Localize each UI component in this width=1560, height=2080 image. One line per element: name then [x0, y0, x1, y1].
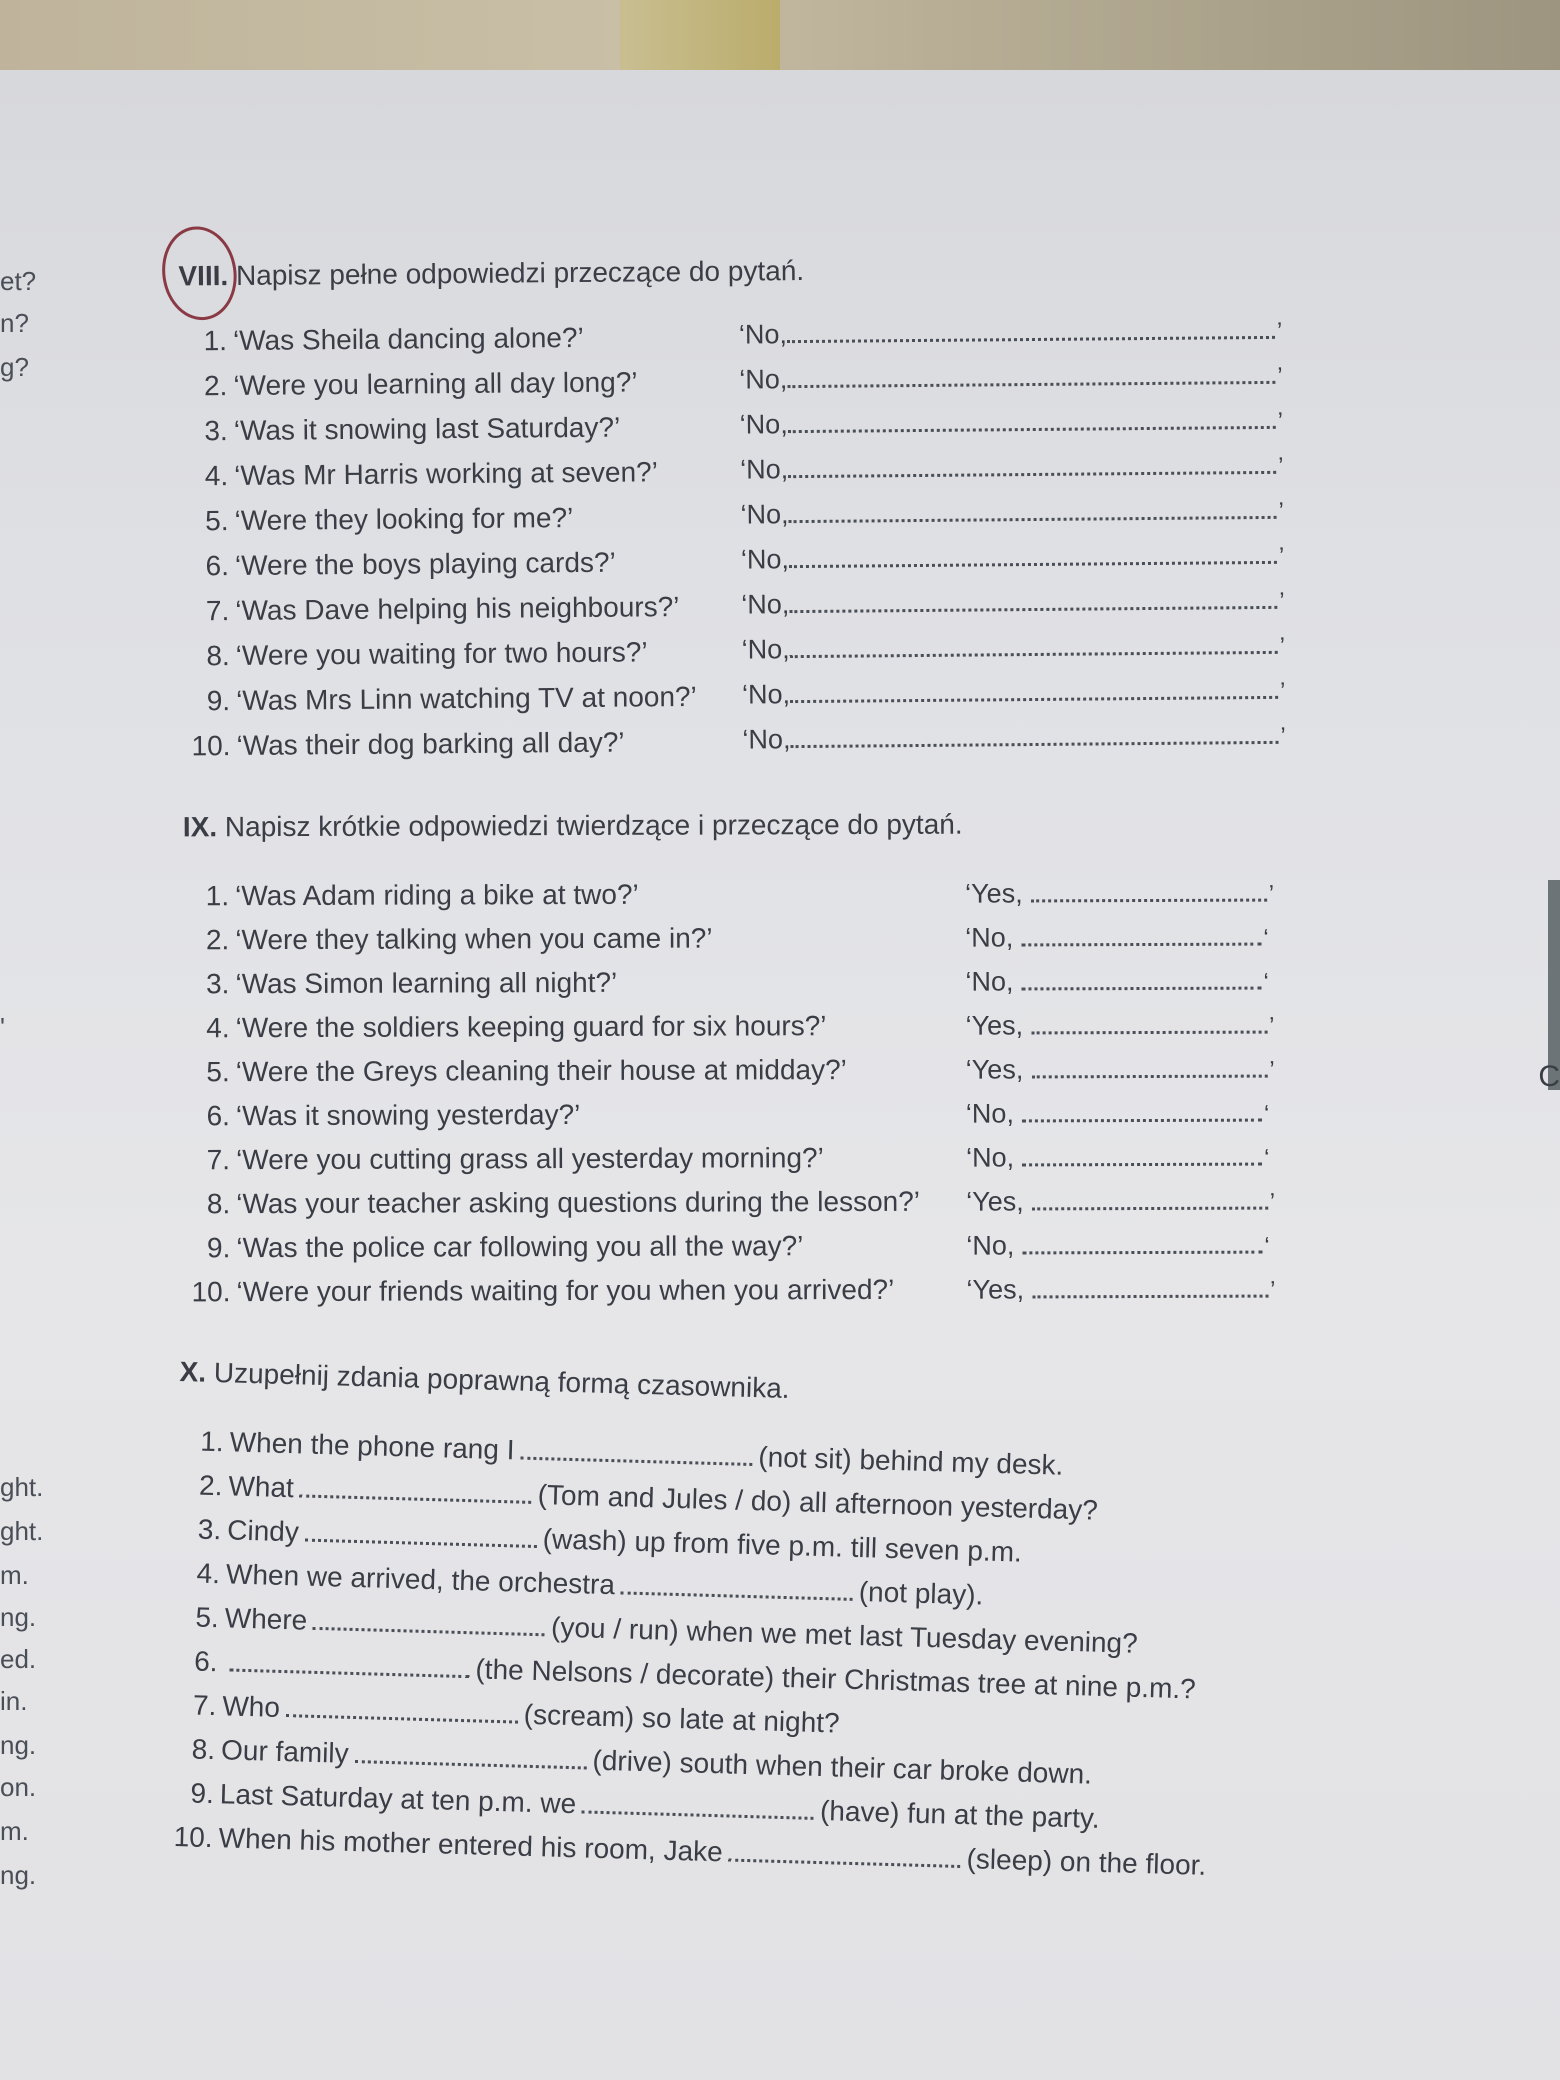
sentence-end: (Tom and Jules / do) all afternoon yesterday?	[537, 1479, 1099, 1526]
answer-end: ’	[1268, 880, 1275, 908]
answer-line	[966, 1184, 1275, 1219]
answer-line	[741, 583, 1285, 622]
question-row	[183, 922, 712, 958]
sentence-start: What	[228, 1470, 295, 1504]
sentence-start: Our family	[220, 1734, 350, 1769]
section-x-number: X.	[179, 1356, 207, 1388]
question-row	[184, 1273, 894, 1309]
question-text: ‘Was Sheila dancing alone?’	[232, 321, 584, 356]
book-edge	[620, 0, 780, 70]
answer-end: ’	[1270, 1276, 1276, 1304]
question-row	[183, 966, 617, 1002]
question-text: ‘Were you learning all day long?’	[233, 366, 638, 401]
margin-fragment: ght.	[0, 1516, 44, 1546]
sentence-number: 8.	[191, 1733, 216, 1766]
question-text: ‘Was Dave helping his neighbours?’	[235, 591, 680, 626]
question-row	[184, 1185, 920, 1222]
question-number: 3.	[204, 415, 228, 447]
answer-suffix: ’	[1280, 722, 1286, 750]
question-text: ‘Were they looking for me?’	[234, 502, 574, 536]
answer-prefix: ‘Yes,	[965, 878, 1023, 909]
answer-blank	[1021, 977, 1261, 991]
sentence-blank	[300, 1484, 532, 1503]
answer-suffix: ’	[1278, 452, 1284, 480]
answer-end: ’	[1269, 1056, 1275, 1084]
question-row	[184, 1098, 581, 1133]
question-text: ‘Were your friends waiting for you when you arrived?’	[236, 1273, 895, 1308]
answer-line	[966, 1140, 1269, 1175]
question-text: ‘Was Mrs Linn watching TV at noon?’	[235, 680, 697, 716]
sentence-number: 5.	[195, 1601, 220, 1634]
question-number: 10.	[191, 1276, 231, 1308]
answer-line	[966, 1228, 1269, 1263]
sentence-start: Cindy	[226, 1514, 300, 1548]
answer-suffix: ’	[1279, 632, 1286, 660]
answer-line	[741, 538, 1285, 577]
answer-prefix: ‘No,	[739, 454, 789, 485]
question-number: 4.	[206, 1012, 230, 1044]
answer-end: ‘	[1264, 1144, 1270, 1172]
answer-line	[966, 1096, 1269, 1131]
answer-line	[966, 1272, 1275, 1307]
question-number: 8.	[206, 640, 230, 672]
answer-line	[965, 920, 1268, 955]
answer-blank	[1031, 1065, 1267, 1079]
question-number: 9.	[206, 685, 231, 717]
answer-prefix: ‘Yes,	[966, 1274, 1025, 1305]
answer-prefix: ‘No,	[742, 724, 791, 755]
question-text: ‘Was Mr Harris working at seven?’	[234, 456, 659, 491]
question-text: ‘Were the boys playing cards?’	[234, 546, 616, 581]
sentence-blank	[621, 1581, 853, 1600]
question-text: ‘Were you waiting for two hours?’	[235, 636, 648, 671]
margin-fragment: ng.	[0, 1730, 37, 1760]
answer-blank	[1032, 1197, 1268, 1211]
answer-blank	[787, 326, 1275, 343]
question-number: 7.	[206, 1144, 231, 1176]
answer-blank	[1032, 1285, 1268, 1299]
section-viii-instruction: Napisz pełne odpowiedzi przeczące do pytań.	[235, 254, 805, 291]
question-number: 2.	[205, 924, 230, 956]
sentence-start: When we arrived, the orchestra	[225, 1558, 616, 1601]
answer-line	[742, 718, 1286, 757]
sentence-end: (not sit) behind my desk.	[757, 1441, 1064, 1481]
answer-blank	[1021, 933, 1261, 947]
margin-fragment: in.	[0, 1686, 28, 1716]
neighbor-page-glyph: C	[1538, 1060, 1560, 1093]
question-number: 5.	[205, 505, 229, 537]
section-ix-heading	[183, 809, 963, 844]
sentence-start: When his mother entered his room, Jake	[218, 1822, 724, 1868]
margin-fragment: ng.	[0, 1860, 37, 1890]
sentence-blank	[313, 1617, 545, 1636]
answer-prefix: ‘No,	[741, 589, 790, 620]
answer-end: ‘	[1263, 968, 1269, 996]
answer-end: ‘	[1264, 1232, 1270, 1260]
answer-prefix: ‘No,	[739, 409, 788, 440]
question-text: ‘Were they talking when you came in?’	[235, 922, 713, 956]
question-number: 7.	[205, 595, 230, 627]
sentence-end: (drive) south when their car broke down.	[592, 1744, 1093, 1790]
answer-suffix: ’	[1279, 677, 1286, 705]
question-row	[181, 365, 637, 403]
question-text: ‘Was their dog barking all day?’	[236, 726, 625, 761]
question-number: 3.	[206, 968, 230, 1000]
answer-prefix: ‘No,	[965, 1142, 1015, 1173]
answer-line	[740, 403, 1284, 442]
answer-blank	[1022, 1109, 1262, 1123]
answer-suffix: ’	[1278, 497, 1284, 525]
answer-blank	[1022, 1241, 1262, 1255]
sentence-start: When the phone rang I	[229, 1426, 515, 1466]
question-row	[182, 501, 573, 538]
margin-fragment: ed.	[0, 1644, 37, 1674]
answer-line	[740, 493, 1284, 532]
answer-line	[742, 673, 1286, 712]
answer-prefix: ‘Yes,	[965, 1054, 1024, 1085]
question-text: ‘Was your teacher asking questions during the lesson?’	[236, 1185, 921, 1220]
question-row	[184, 1009, 827, 1045]
answer-suffix: ’	[1277, 407, 1284, 435]
question-text: ‘Was the police car following you all the way?’	[236, 1230, 804, 1264]
sentence-blank	[354, 1750, 586, 1769]
sentence-start: Last Saturday at ten p.m. we	[219, 1778, 577, 1820]
question-number: 8.	[206, 1188, 231, 1220]
answer-line	[742, 628, 1286, 667]
sentence-blank	[229, 1659, 469, 1679]
sentence-number: 3.	[197, 1513, 222, 1546]
answer-blank	[788, 416, 1276, 433]
question-number: 2.	[203, 370, 228, 402]
answer-line	[966, 1008, 1275, 1043]
question-text: ‘Was Simon learning all night?’	[235, 966, 618, 1000]
answer-blank	[1022, 1153, 1262, 1167]
sentence-blank	[728, 1849, 960, 1868]
answer-line	[740, 448, 1284, 487]
margin-fragment: m.	[0, 1816, 29, 1846]
question-text: ‘Were the Greys cleaning their house at midday?’	[235, 1054, 847, 1088]
answer-line	[965, 964, 1268, 999]
answer-blank	[790, 731, 1278, 748]
section-ix-number: IX.	[182, 811, 218, 843]
answer-end: ‘	[1263, 1100, 1270, 1128]
answer-prefix: ‘No,	[966, 1230, 1015, 1261]
neighbor-page-edge	[1548, 880, 1560, 1090]
answer-prefix: ‘No,	[965, 1098, 1014, 1129]
answer-prefix: ‘No,	[740, 499, 789, 530]
section-viii-heading	[178, 255, 804, 292]
question-number: 4.	[204, 460, 229, 492]
question-number: 9.	[206, 1232, 231, 1264]
answer-end: ‘	[1263, 924, 1269, 952]
answer-blank	[787, 371, 1275, 388]
sentence-number: 1.	[199, 1425, 225, 1458]
answer-prefix: ‘No,	[739, 364, 788, 395]
question-text: ‘Were the soldiers keeping guard for six hours?’	[235, 1010, 827, 1044]
sentence-end: (you / run) when we met last Tuesday evening?	[550, 1611, 1139, 1659]
question-text: ‘Was it snowing last Saturday?’	[233, 411, 621, 446]
question-row	[184, 635, 648, 673]
answer-blank	[788, 461, 1276, 478]
sentence-blank	[305, 1529, 537, 1548]
section-viii-number: VIII.	[178, 260, 229, 292]
question-row	[183, 590, 679, 628]
answer-line	[966, 1052, 1275, 1087]
answer-blank	[790, 686, 1278, 703]
answer-prefix: ‘Yes,	[966, 1186, 1024, 1217]
answer-blank	[1031, 1021, 1267, 1035]
answer-blank	[790, 641, 1278, 658]
sentence-end: (wash) up from five p.m. till seven p.m.	[542, 1523, 1023, 1568]
question-row	[181, 321, 584, 359]
question-number: 1.	[203, 325, 228, 357]
question-row	[182, 455, 658, 493]
answer-suffix: ’	[1276, 317, 1283, 345]
answer-prefix: ‘No,	[965, 922, 1014, 953]
question-row	[184, 680, 697, 718]
sentence-number: 10.	[173, 1821, 214, 1854]
sentence-number: 4.	[196, 1557, 221, 1590]
margin-fragment: et?	[0, 266, 37, 296]
answer-line	[739, 313, 1283, 352]
margin-fragment: ng.	[0, 1602, 37, 1632]
answer-suffix: ’	[1278, 542, 1285, 570]
answer-prefix: ‘Yes,	[965, 1010, 1024, 1041]
sentence-blank	[582, 1800, 814, 1819]
answer-blank	[788, 506, 1276, 523]
question-row	[184, 1053, 847, 1089]
answer-blank	[789, 596, 1277, 613]
margin-fragment: ght.	[0, 1472, 44, 1502]
margin-fragment: on.	[0, 1772, 37, 1802]
answer-end: ’	[1269, 1012, 1275, 1040]
answer-prefix: ‘No,	[740, 544, 790, 575]
sentence-end: (not play).	[858, 1576, 984, 1611]
sentence-start: Who	[221, 1690, 281, 1723]
sentence-blank	[286, 1704, 518, 1723]
answer-line	[739, 358, 1283, 397]
question-number: 5.	[206, 1056, 230, 1088]
sentence-blank	[520, 1447, 752, 1466]
answer-prefix: ‘No,	[965, 966, 1014, 997]
margin-fragment: n?	[0, 308, 29, 338]
question-number: 6.	[205, 550, 230, 582]
answer-blank	[1031, 889, 1267, 903]
answer-prefix: ‘No,	[741, 634, 790, 665]
margin-fragment: '	[0, 1012, 5, 1042]
sentence-end: (scream) so late at night?	[523, 1698, 841, 1739]
sentence-number: 2.	[198, 1469, 223, 1502]
margin-fragment: m.	[0, 1560, 29, 1590]
sentence-end: (sleep) on the floor.	[966, 1843, 1207, 1881]
question-number: 6.	[206, 1100, 230, 1132]
section-x-instruction: Uzupełnij zdania poprawną formą czasownika.	[213, 1356, 790, 1405]
question-row	[182, 411, 621, 449]
answer-prefix: ‘No,	[741, 679, 791, 710]
question-row	[184, 1229, 803, 1265]
sentence-end: (have) fun at the party.	[819, 1795, 1101, 1834]
sentence-start: Where	[224, 1602, 308, 1636]
answer-prefix: ‘No,	[738, 319, 788, 350]
answer-suffix: ’	[1279, 587, 1285, 615]
sentence-number: 6.	[193, 1645, 219, 1678]
answer-blank	[789, 551, 1277, 568]
question-text: ‘Was Adam riding a bike at two?’	[235, 878, 639, 912]
sentence-number: 9.	[190, 1777, 215, 1810]
question-row	[183, 878, 639, 914]
question-number: 10.	[191, 730, 231, 762]
question-row	[183, 546, 616, 584]
question-row	[184, 726, 624, 764]
section-ix-instruction: Napisz krótkie odpowiedzi twierdzące i przeczące do pytań.	[224, 808, 963, 843]
answer-suffix: ’	[1277, 362, 1283, 390]
question-row	[184, 1141, 824, 1177]
question-number: 1.	[205, 880, 230, 912]
answer-end: ’	[1269, 1188, 1276, 1216]
question-text: ‘Was it snowing yesterday?’	[235, 1098, 581, 1132]
sentence-end: (the Nelsons / decorate) their Christmas tree at nine p.m.?	[475, 1653, 1197, 1705]
question-text: ‘Were you cutting grass all yesterday morning?’	[235, 1142, 824, 1176]
margin-fragment: g?	[0, 352, 29, 382]
answer-line	[965, 876, 1274, 911]
sentence-number: 7.	[192, 1689, 217, 1722]
